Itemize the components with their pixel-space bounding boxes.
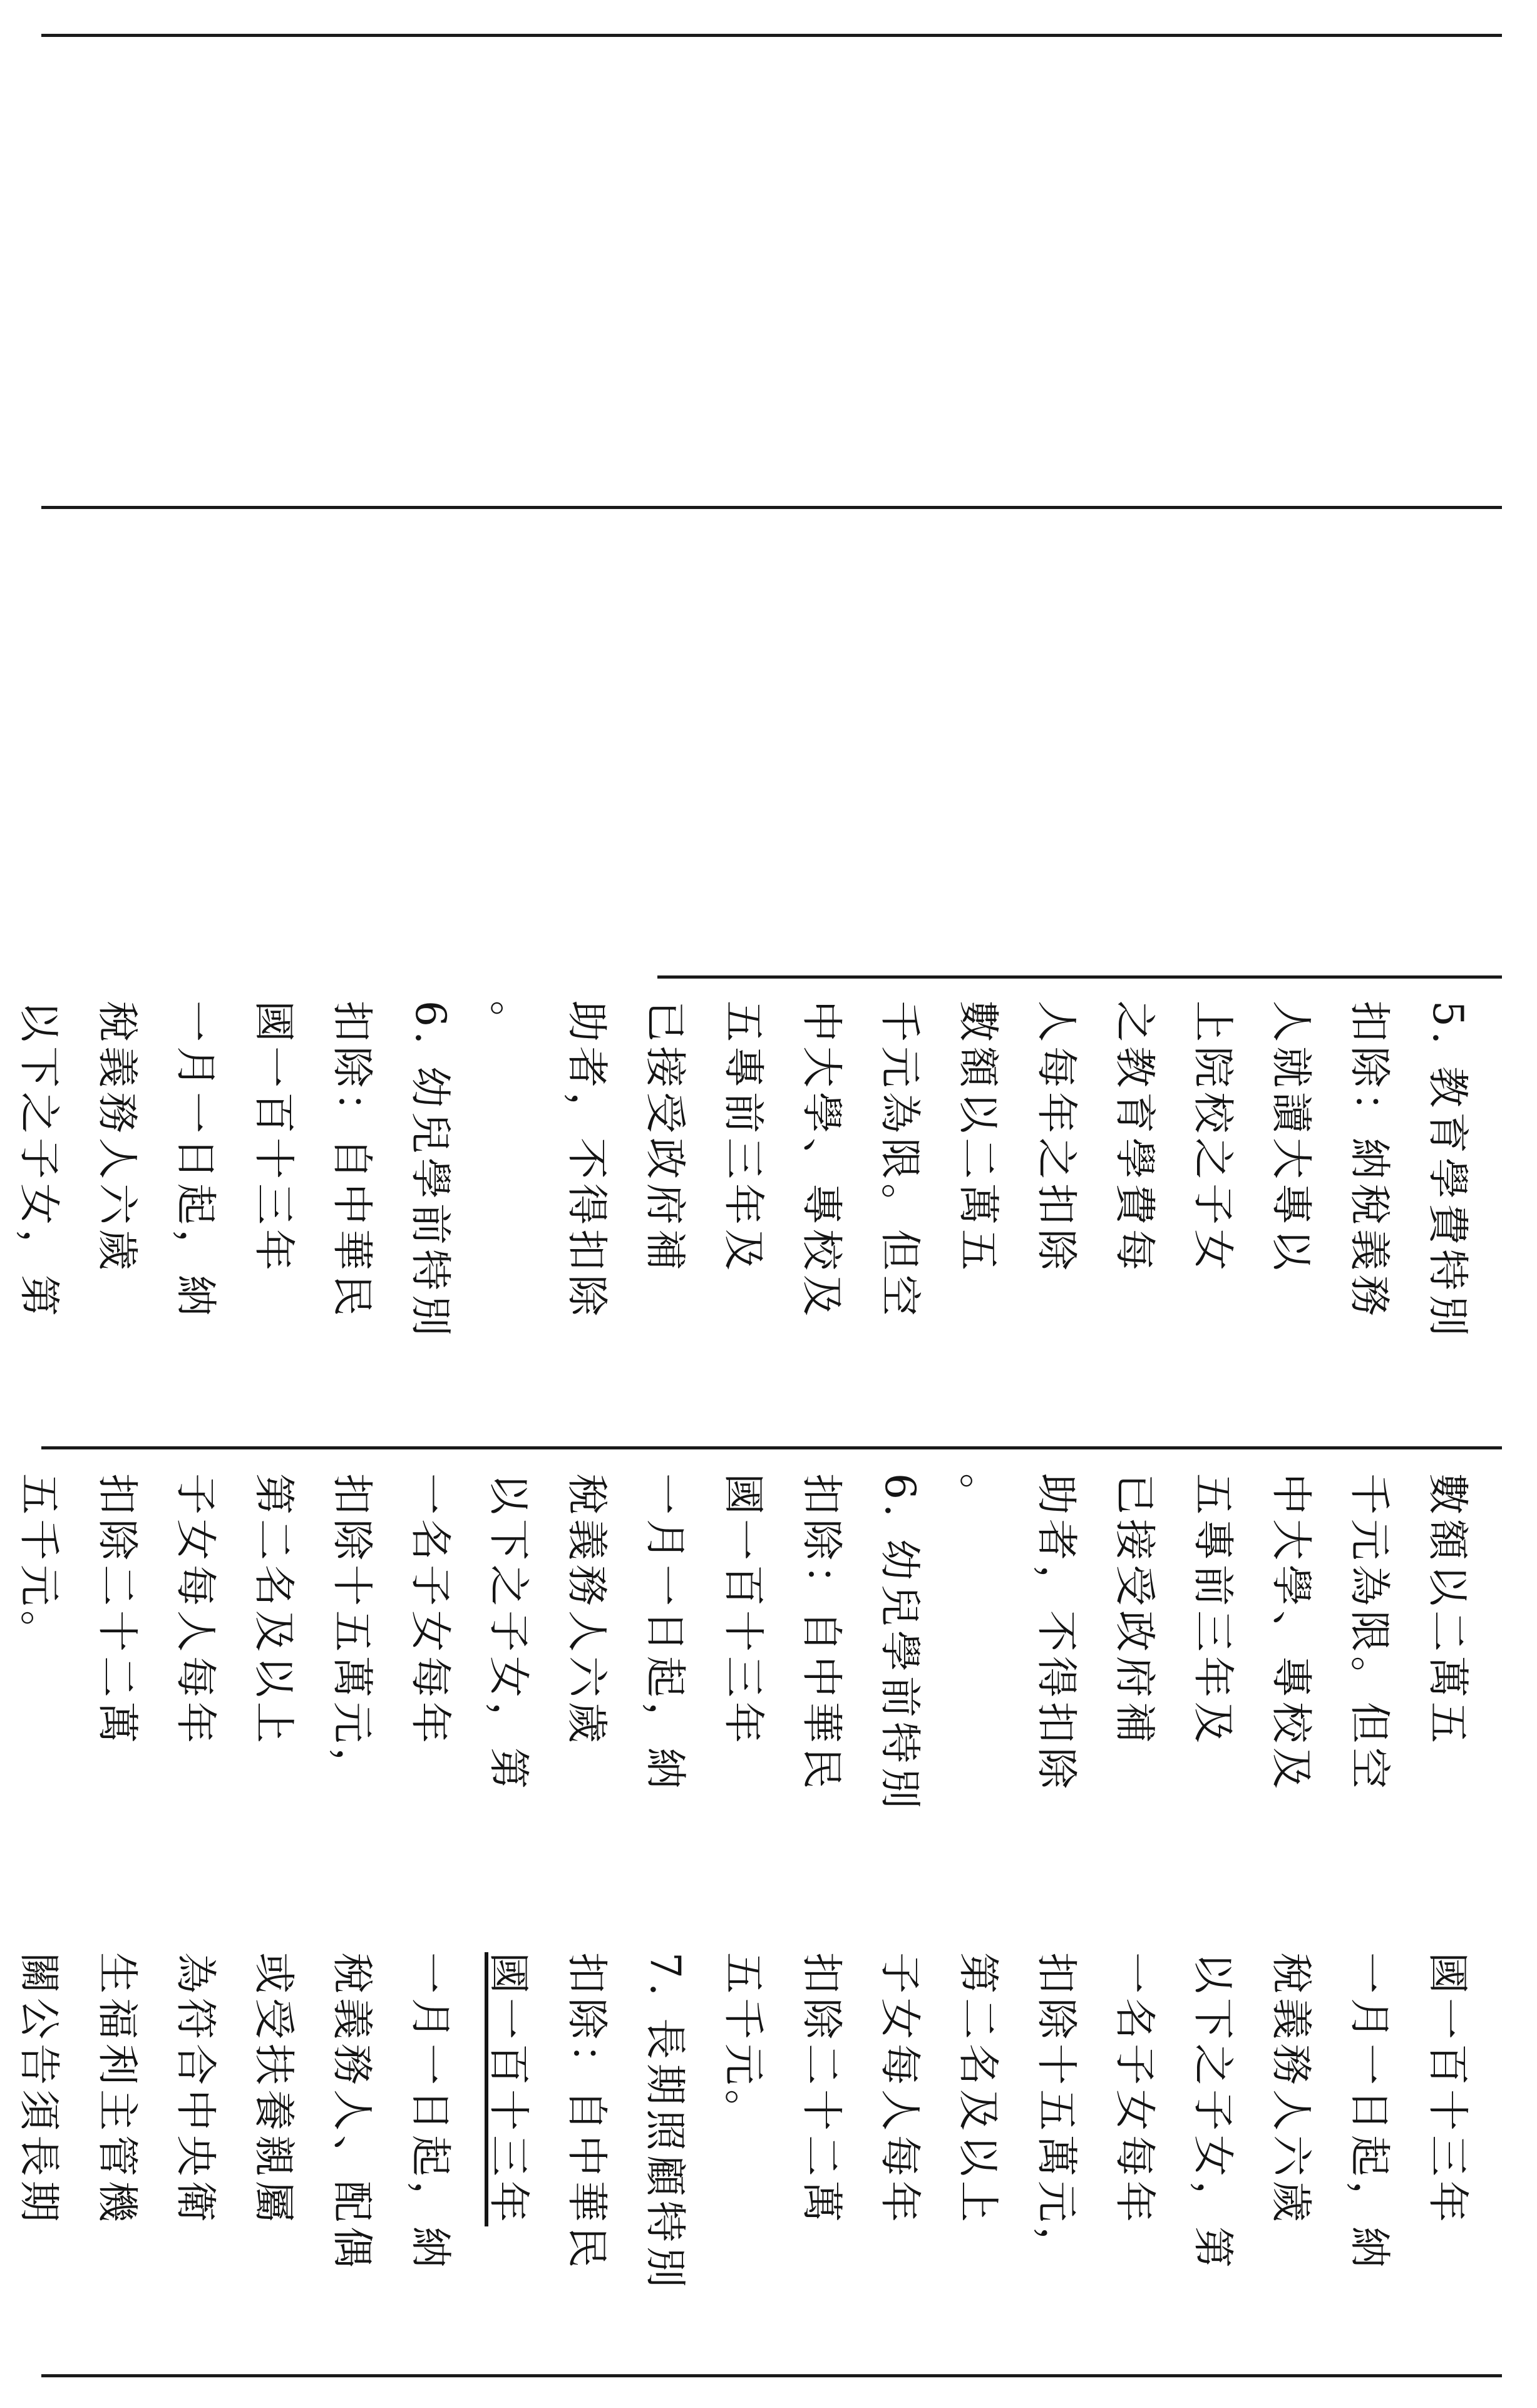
col1-line-15: 稅義務人、配偶 <box>328 1952 376 2272</box>
col1-line-3: 稅義務人六歲 <box>1267 1952 1315 2226</box>
col3-line-11: 已接受政府補 <box>641 1001 689 1275</box>
col1-line-14: 一月一日起，納 <box>406 1952 455 2272</box>
col2-line-16: 第二名及以上 <box>250 1473 298 1747</box>
column-3-text <box>0 1001 1487 1340</box>
col2-line-10: 國一百十三年 <box>719 1473 768 1747</box>
col2-line-14: 一名子女每年 <box>406 1473 455 1747</box>
col3-line-12: 助者，不得扣除 <box>563 1001 611 1320</box>
col1-line-1: 國一百十三年 <box>1424 1952 1472 2226</box>
col3-line-17: 一月一日起，納 <box>172 1001 220 1320</box>
empty-column-5 <box>41 37 1502 503</box>
column-block-1 <box>0 1941 1537 2374</box>
col2-line-5: 已接受政府補 <box>1111 1473 1159 1747</box>
col3-line-7: 數額以二萬五 <box>954 1001 1002 1275</box>
rule-row-3 <box>657 975 1502 979</box>
col3-line-9: 中大學、專校及 <box>798 1001 846 1320</box>
col2-line-19: 五千元。 <box>15 1473 63 1656</box>
col2-line-7: 。 <box>954 1473 1002 1519</box>
column-block-2 <box>0 1462 1537 1900</box>
bottom-rule <box>41 2374 1502 2377</box>
col1-line-17: 為符合中央衛 <box>172 1952 220 2226</box>
col2-line-11: 一月一日起，納 <box>641 1473 689 1793</box>
col3-line-16: 國一百十三年 <box>250 1001 298 1275</box>
col2-line-9: 扣除：自中華民 <box>798 1473 846 1793</box>
col3-line-8: 千元為限。但空 <box>876 1001 924 1320</box>
col3-line-4: 上院校之子女 <box>1189 1001 1237 1275</box>
col1-line-11: 7. 長期照顧特別 <box>641 1952 689 2292</box>
col1-line-4: 以下之子女，第 <box>1189 1952 1237 2272</box>
col2-line-13: 以下之子女，第 <box>485 1473 533 1793</box>
col2-line-8: 6. 幼兒學前特別 <box>876 1473 924 1813</box>
col2-line-17: 子女每人每年 <box>172 1473 220 1747</box>
col3-line-10: 五專前三年及 <box>719 1001 768 1275</box>
col1-line-9: 扣除二十二萬 <box>798 1952 846 2226</box>
col2-line-3: 中大學、專校及 <box>1267 1473 1315 1793</box>
col3-line-2: 扣除：納稅義務 <box>1345 1001 1394 1320</box>
column-block-3 <box>0 989 1537 1440</box>
col2-line-18: 扣除二十二萬 <box>93 1473 141 1747</box>
col1-line-16: 或受扶養親屬 <box>250 1952 298 2226</box>
col3-line-13: 。 <box>485 1001 533 1046</box>
rule-row-4 <box>41 1446 1502 1449</box>
col1-line-6: 扣除十五萬元， <box>1032 1952 1081 2272</box>
col3-line-18: 稅義務人六歲 <box>93 1001 141 1275</box>
col2-line-1: 數額以二萬五 <box>1424 1473 1472 1747</box>
col1-line-12: 扣除：自中華民 <box>563 1952 611 2272</box>
col1-line-18: 生福利主管機 <box>93 1952 141 2226</box>
col3-line-15: 扣除：自中華民 <box>328 1001 376 1320</box>
col2-line-4: 五專前三年及 <box>1189 1473 1237 1747</box>
col1-line-10: 五千元。 <box>719 1952 768 2135</box>
col3-line-5: 之教育學費每 <box>1111 1001 1159 1275</box>
col3-line-3: 人就讀大專以 <box>1267 1001 1315 1275</box>
col2-line-6: 助者，不得扣除 <box>1032 1473 1081 1793</box>
col2-line-12: 稅義務人六歲 <box>563 1473 611 1747</box>
col3-line-19: 以下之子女，第 <box>15 1001 63 1320</box>
col2-line-2: 千元為限。但空 <box>1345 1473 1394 1793</box>
col1-line-19: 關公告須長期 <box>15 1952 63 2226</box>
column-2-text <box>0 1473 1487 1813</box>
col1-line-7: 第二名及以上 <box>954 1952 1002 2226</box>
col3-line-1: 5. 教育學費特別 <box>1424 1001 1472 1340</box>
empty-column-4 <box>41 509 1502 972</box>
col3-line-6: 人每年之扣除 <box>1032 1001 1081 1275</box>
column-1-text <box>0 1952 1487 2292</box>
col2-line-15: 扣除十五萬元， <box>328 1473 376 1793</box>
col3-line-14: 6. 幼兒學前特別 <box>406 1001 455 1340</box>
col1-line-5: 一名子女每年 <box>1111 1952 1159 2226</box>
col1-line-8: 子女每人每年 <box>876 1952 924 2226</box>
col1-line-2: 一月一日起，納 <box>1345 1952 1394 2272</box>
col1-line-13: 國一百十三年 <box>485 1952 533 2226</box>
